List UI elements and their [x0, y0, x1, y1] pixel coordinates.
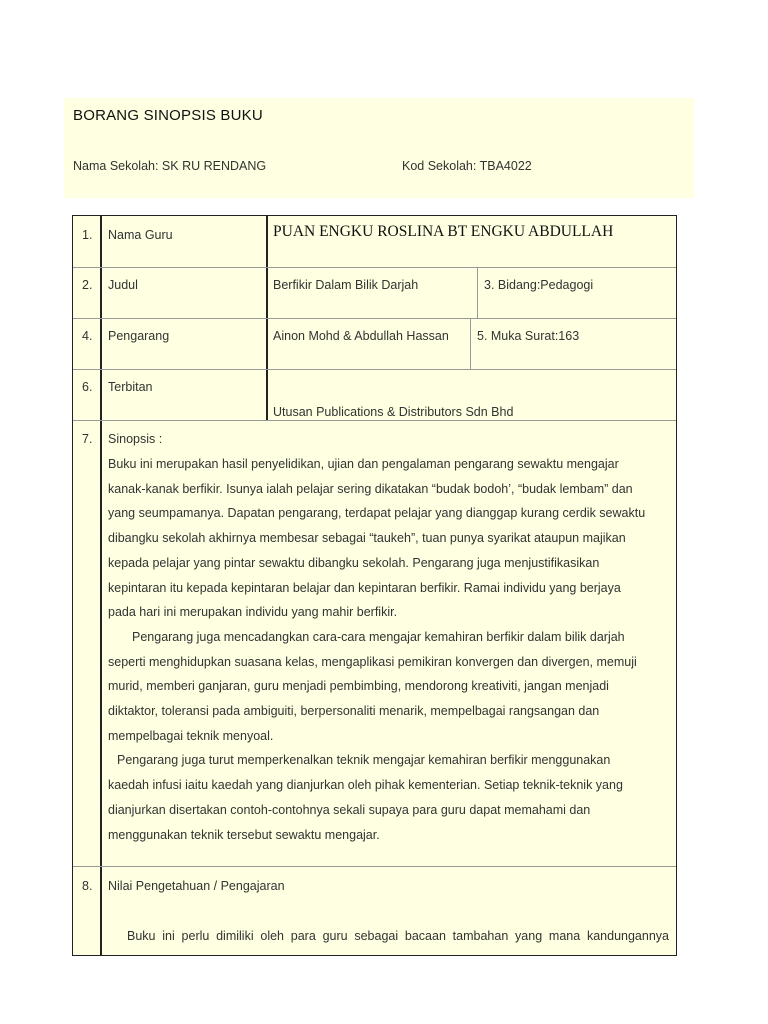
- label-pengarang: Pengarang: [108, 329, 170, 343]
- row-divider: [73, 318, 676, 319]
- value-text: Buku ini perlu dimiliki oleh para guru sebagai bacaan tambahan yang mana kandungannya: [127, 929, 669, 943]
- row-number: 8.: [82, 879, 93, 893]
- synopsis-table: [72, 215, 677, 956]
- teacher-name: PUAN ENGKU ROSLINA BT ENGKU ABDULLAH: [273, 223, 614, 240]
- label-judul: Judul: [108, 278, 138, 292]
- field-bidang: 3. Bidang:Pedagogi: [484, 278, 594, 292]
- synopsis-line: menggunakan teknik tersebut sewaktu mengajar.: [108, 827, 380, 842]
- synopsis-line: dibangku sekolah akhirnya membesar sebagai “taukeh”, tuan punya syarikat ataupun majikan: [108, 531, 626, 546]
- synopsis-line: kanak-kanak berfikir. Isunya ialah pelajar sering dikatakan “budak bodoh’, “budak lembam” dan: [108, 481, 633, 496]
- synopsis-line: yang seumpamanya. Dapatan pengarang, terdapat pelajar yang dianggap kurang cerdik sewaktu: [108, 506, 646, 521]
- row-divider: [73, 369, 676, 370]
- synopsis-line: Buku ini merupakan hasil penyelidikan, ujian dan pengalaman pengarang sewaktu mengajar: [108, 457, 619, 471]
- row-divider: [73, 420, 676, 421]
- label-terbitan: Terbitan: [108, 380, 153, 394]
- row-number: 6.: [82, 380, 93, 394]
- row-number: 4.: [82, 329, 93, 343]
- book-authors: Ainon Mohd & Abdullah Hassan: [273, 329, 449, 343]
- row-number: 7.: [82, 432, 93, 446]
- label-sinopsis: Sinopsis :: [108, 432, 163, 446]
- book-title: Berfikir Dalam Bilik Darjah: [273, 278, 419, 292]
- row-divider: [73, 866, 676, 867]
- row-number: 1.: [82, 228, 93, 242]
- col-divider-number: [100, 216, 102, 955]
- publisher: Utusan Publications & Distributors Sdn Bhd: [273, 405, 514, 419]
- synopsis-line: kepintaran itu kepada kepintaran belajar dan kepintaran berfikir. Ramai individu yang berjaya: [108, 580, 621, 595]
- label-nilai: Nilai Pengetahuan / Pengajaran: [108, 879, 285, 893]
- synopsis-line: pada hari ini merupakan individu yang mahir berfikir.: [108, 605, 398, 620]
- field-muka-surat: 5. Muka Surat:163: [477, 329, 580, 343]
- synopsis-line: murid, memberi ganjaran, guru menjadi pembimbing, mendorong kreativiti, jangan menjadi: [108, 679, 609, 694]
- synopsis-line: diktaktor, toleransi pada ambiguiti, berpersonaliti menarik, mempelbagai rangsangan dan: [108, 704, 600, 719]
- synopsis-line: seperti menghidupkan suasana kelas, mengaplikasi pemikiran konvergen dan divergen, memuji: [108, 654, 637, 669]
- synopsis-line: Pengarang juga turut memperkenalkan teknik mengajar kemahiran berfikir menggunakan: [117, 753, 611, 768]
- synopsis-line: kepada pelajar yang pintar sewaktu dibangku sekolah. Pengarang juga menjustifikasikan: [108, 555, 600, 570]
- synopsis-line: mempelbagai teknik menyoal.: [108, 728, 274, 743]
- row-divider: [73, 267, 676, 268]
- form-header: [64, 98, 694, 198]
- school-name: Nama Sekolah: SK RU RENDANG: [73, 159, 267, 173]
- row-number: 2.: [82, 278, 93, 292]
- synopsis-line: Pengarang juga mencadangkan cara-cara mengajar kemahiran berfikir dalam bilik darjah: [132, 629, 625, 644]
- school-code: Kod Sekolah: TBA4022: [402, 159, 532, 173]
- synopsis-line: dianjurkan disertakan contoh-contohnya sekali supaya para guru dapat memahami dan: [108, 802, 591, 817]
- col-divider-extra-2: [470, 318, 471, 369]
- form-title: BORANG SINOPSIS BUKU: [73, 107, 263, 124]
- synopsis-line: kaedah infusi iaitu kaedah yang dianjurkan oleh pihak kementerian. Setiap teknik-teknik yang: [108, 778, 623, 793]
- label-nama-guru: Nama Guru: [108, 228, 173, 242]
- col-divider-extra-1: [477, 267, 478, 318]
- synopsis-text: [108, 452, 668, 847]
